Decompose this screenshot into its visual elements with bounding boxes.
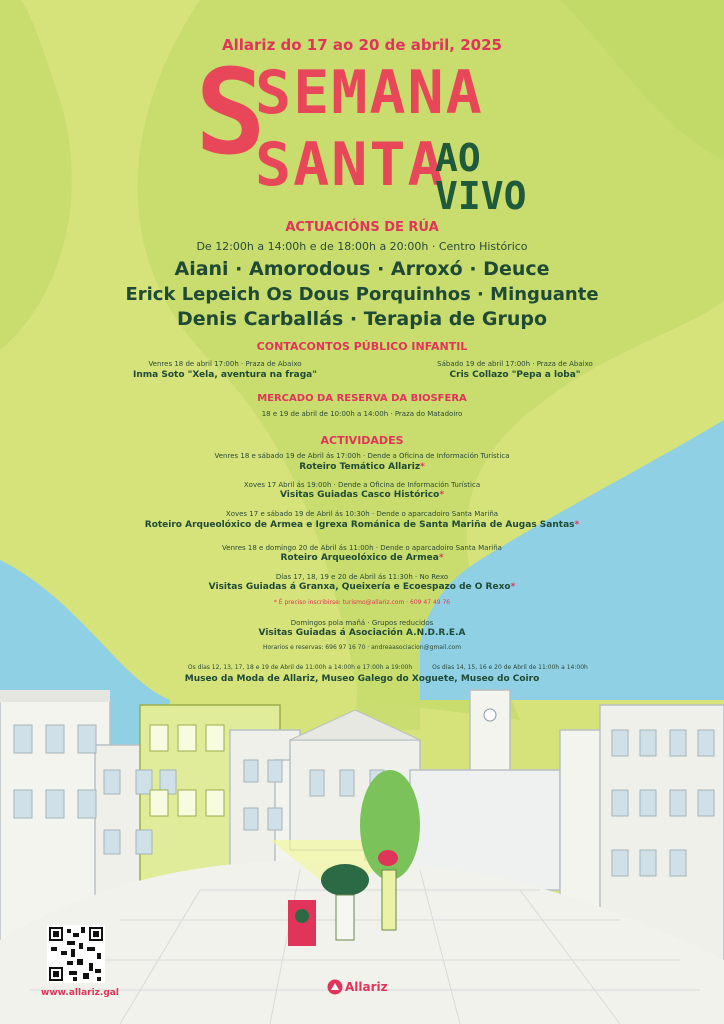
- activity-title: [0, 490, 724, 500]
- street-performers-line2: Erick Lepeich Os Dous Porquinhos · Minguante: [125, 284, 599, 305]
- market-info: 18 e 19 de abril de 10:00h a 14:00h · Praza do Matadoiro: [261, 410, 463, 418]
- activities-heading: ACTIVIDADES: [320, 434, 404, 447]
- activity-info: Venres 18 e domingo 20 de Abril ás 11:00h · Dende o aparcadoiro Santa Mariña: [222, 544, 502, 552]
- allariz-logo: [327, 977, 388, 997]
- activity-title: [0, 462, 724, 472]
- andrea-info: Domingos pola mañá · Grupos reducidos: [290, 619, 434, 627]
- activity-title-text: Roteiro Arqueolóxico de Armea: [280, 553, 439, 563]
- market-heading: MERCADO DA RESERVA DA BIOSFERA: [257, 393, 467, 404]
- stories-heading: CONTACONTOS PÚBLICO INFANTIL: [256, 340, 468, 353]
- title-santa: SANTA: [255, 130, 446, 200]
- activity-info: Días 17, 18, 19 e 20 de Abril ás 11:30h · No Rexo: [275, 573, 449, 581]
- registration-note: * É preciso inscribirse: turismo@allariz.com · 609 47 49 76: [273, 599, 451, 606]
- activity-info: Xoves 17 Abril ás 19:00h · Dende a Oficina de Información Turística: [243, 481, 481, 489]
- required-star: *: [439, 490, 445, 500]
- required-star: *: [574, 520, 580, 530]
- title-vivo: VIVO: [435, 174, 527, 218]
- museum-title: Museo da Moda de Allariz, Museo Galego do Xoguete, Museo do Coiro: [184, 674, 540, 684]
- activity-title-text: Roteiro Temático Allariz: [299, 462, 421, 472]
- title-ao: AO: [435, 136, 481, 180]
- activity-title-text: Visitas Guiadas Casco Histórico: [279, 490, 440, 500]
- street-schedule: De 12:00h a 14:00h e de 18:00h a 20:00h · Centro Histórico: [196, 240, 528, 253]
- allariz-logo-text: Allariz: [345, 980, 388, 994]
- title-semana: SEMANA: [255, 58, 484, 128]
- stories-right-title: Cris Collazo "Pepa a loba": [449, 370, 581, 380]
- activity-title: [0, 520, 724, 530]
- stories-left-info: Venres 18 de abril 17:00h · Praza de Abaixo: [148, 360, 302, 368]
- museum-info-left: Os días 12, 13, 17, 18 e 19 de Abril de 11:00h a 14:00h e 17:00h a 19:00h: [187, 664, 413, 671]
- required-star: *: [510, 582, 516, 592]
- allariz-logo-icon: [327, 979, 343, 995]
- activity-title-text: Roteiro Arqueolóxico de Armea e Igrexa Románica de Santa Mariña de Augas Santas: [144, 520, 575, 530]
- required-star: *: [438, 553, 444, 563]
- website-link[interactable]: www.allariz.gal: [41, 988, 119, 998]
- street-performers-line3: Denis Carballás · Terapia de Grupo: [176, 308, 548, 330]
- activity-title: [0, 553, 724, 563]
- street-performers-line1: Aiani · Amorodous · Arroxó · Deuce: [174, 258, 550, 280]
- qr-code-icon[interactable]: [47, 925, 105, 983]
- required-star: *: [420, 462, 425, 472]
- activity-info: Xoves 17 e sábado 19 de Abril ás 10:30h · Dende o aparcadoiro Santa Mariña: [225, 510, 499, 518]
- andrea-title: Visitas Guiadas á Asociación A.N.D.R.E.A: [258, 628, 466, 638]
- andrea-contact: Horarios e reservas: 696 97 16 70 · andreaasociacion@gmail.com: [262, 644, 462, 651]
- event-date: Allariz do 17 ao 20 de abril, 2025: [222, 36, 502, 54]
- museum-info-right: Os días 14, 15, 16 e 20 de Abril de 11:00h a 14:00h: [432, 664, 588, 671]
- activity-info: Venres 18 e sábado 19 de Abril ás 17:00h · Dende a Oficina de Información Turística: [214, 452, 510, 460]
- activity-title-text: Visitas Guiadas á Granxa, Queixería e Ecoespazo de O Rexo: [208, 582, 511, 592]
- title-big-s: S: [195, 43, 267, 181]
- street-heading: ACTUACIÓNS DE RÚA: [285, 220, 439, 235]
- stories-left-title: Inma Soto "Xela, aventura na fraga": [133, 370, 317, 380]
- stories-right-info: Sábado 19 de abril 17:00h · Praza de Abaixo: [437, 360, 593, 368]
- activity-title: [0, 582, 724, 592]
